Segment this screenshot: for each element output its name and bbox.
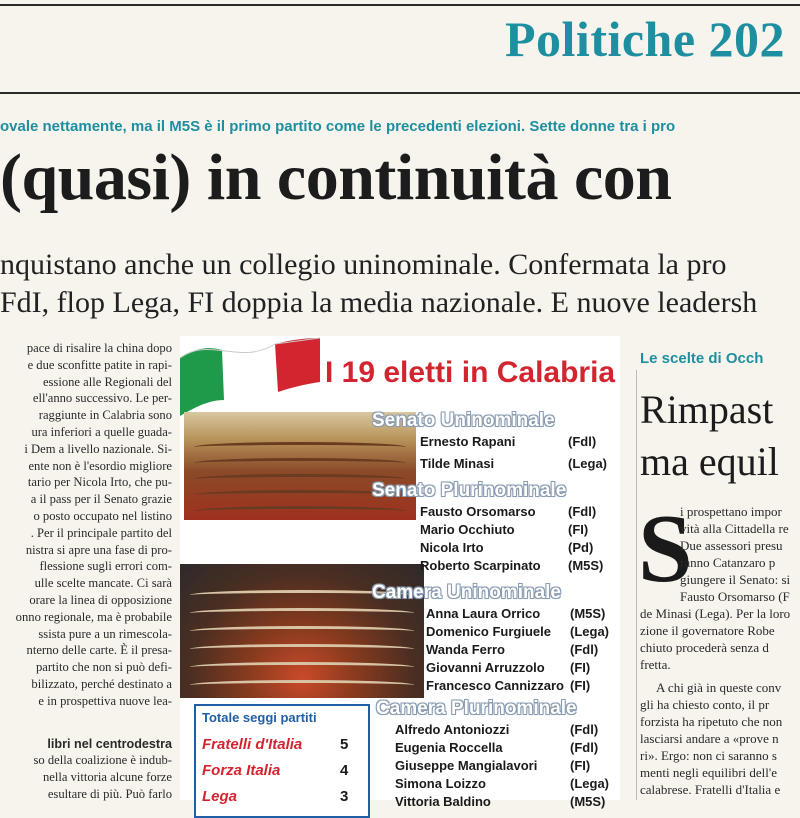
elected-party: (Lega) [568, 456, 607, 471]
left-subhead: libri nel centrodestra [47, 736, 172, 751]
body-line: raggiunte in Calabria sono [38, 408, 172, 423]
elected-party: (Fdl) [570, 642, 599, 657]
body-line: lasciarsi andare a «prove n [640, 731, 779, 746]
body-line: menti negli equilibri dell'e [640, 765, 778, 780]
body-line: ell'anno successivo. Le per- [32, 391, 172, 406]
body-line: i Dem a livello nazionale. Si- [24, 441, 172, 456]
totals-party: Lega [202, 788, 238, 805]
body-line: giungere il Senato: si [680, 572, 791, 587]
body-line: ssista pure a un rimescola- [38, 626, 172, 641]
body-line: tario per Nicola Irto, che pu- [27, 475, 172, 490]
body-line: ri». Ergo: non ci saranno s [640, 748, 777, 763]
elected-graphic [180, 336, 620, 809]
right-title-line-1: Rimpast [640, 387, 774, 432]
elected-name: Wanda Ferro [426, 642, 505, 657]
body-line: ulle scelte mancate. Ci sarà [34, 576, 172, 591]
body-line: e in prospettiva nuove lea- [38, 693, 172, 708]
right-kicker: Le scelte di Occh [640, 350, 764, 367]
paragraph-gap [0, 710, 172, 736]
category-senato-uninominale: Senato Uninominale [372, 410, 555, 431]
body-line: ura inferiori a quelle guada- [31, 424, 172, 439]
left-article-column [0, 340, 172, 803]
body-line: de Minasi (Lega). Per la loro [640, 606, 791, 621]
elected-name: Giovanni Arruzzolo [426, 660, 545, 675]
elected-name: Eugenia Roccella [395, 740, 503, 755]
elected-party: (Lega) [570, 624, 609, 639]
elected-party: (FI) [568, 522, 589, 537]
category-camera-uninominale: Camera Uninominale [372, 582, 561, 603]
elected-name: Simona Loizzo [395, 776, 486, 791]
body-line: ente non è l'esordio migliore [28, 458, 172, 473]
elected-name: Tilde Minasi [420, 456, 495, 471]
totals-party: Fratelli d'Italia [202, 736, 303, 753]
body-line: so della coalizione è indub- [33, 753, 172, 768]
elected-party: (Lega) [570, 776, 609, 791]
elected-name: Domenico Furgiuele [426, 624, 551, 639]
body-line: calabrese. Fratelli d'Italia e [640, 782, 781, 797]
headline: (quasi) in continuità con [0, 141, 672, 214]
elected-name: Nicola Irto [420, 540, 484, 555]
body-line: nterno delle carte. È il presa- [26, 643, 172, 658]
elected-party: (Fdl) [570, 722, 599, 737]
body-line: partito che non si può defi- [35, 660, 172, 675]
body-line: nella vittoria alcune forze [42, 770, 172, 785]
graphic-title: I 19 eletti in Calabria [325, 356, 616, 389]
section-title: Politiche 202 [505, 11, 786, 67]
column-divider [636, 370, 637, 800]
body-line: Due assessori presu [680, 538, 783, 553]
body-line: o posto occupato nel listino [33, 508, 172, 523]
body-line: A chi già in queste conv [656, 680, 782, 695]
body-line: esultare di più. Può farlo [47, 786, 172, 801]
elected-party: (Pd) [568, 540, 594, 555]
dropcap: S [638, 495, 693, 603]
elected-name: Giuseppe Mangialavori [395, 758, 538, 773]
elected-party: (M5S) [568, 558, 604, 573]
body-line: forzista ha ripetuto che non [640, 714, 783, 729]
elected-name: Vittoria Baldino [395, 794, 491, 809]
body-line: ranno Catanzaro p [680, 555, 776, 570]
right-title-line-2: ma equil [640, 439, 779, 484]
elected-party: (Fdl) [568, 504, 597, 519]
body-line: a il pass per il Senato grazie [30, 492, 172, 507]
body-line: gli ha chiesto conto, il pr [640, 697, 770, 712]
category-camera-plurinominale: Camera Plurinominale [376, 698, 577, 719]
elected-party: (M5S) [570, 794, 606, 809]
body-line: zione il governatore Robe [640, 623, 775, 638]
body-line: onno regionale, ma è probabile [15, 609, 172, 624]
elected-name: Francesco Cannizzaro [426, 678, 564, 693]
elected-party: (M5S) [570, 606, 606, 621]
body-line: orare la linea di opposizione [29, 592, 172, 607]
body-line: nistra si apre una fase di pro- [25, 542, 172, 557]
body-line: fretta. [640, 657, 671, 672]
body-line: . Per il principale partito del [30, 525, 172, 540]
party-seat-totals [194, 704, 370, 818]
elected-name: Roberto Scarpinato [420, 558, 541, 573]
category-senato-plurinominale: Senato Plurinominale [372, 480, 567, 501]
elected-name: Mario Occhiuto [420, 522, 515, 537]
totals-seats: 3 [340, 788, 349, 805]
subheadline-1: nquistano anche un collegio uninominale. Confermata la pro [0, 248, 727, 281]
body-line: vità alla Cittadella re [680, 521, 789, 536]
elected-party: (FI) [570, 758, 591, 773]
totals-seats: 4 [340, 762, 349, 779]
body-line: Fausto Orsomarso (F [680, 589, 790, 604]
totals-seats: 5 [340, 736, 349, 753]
body-line: chiuto procederà senza d [640, 640, 769, 655]
body-line: flessione sugli errori com- [39, 559, 172, 574]
totals-title: Totale seggi partiti [202, 710, 317, 725]
elected-name: Alfredo Antoniozzi [395, 722, 510, 737]
totals-party: Forza Italia [202, 762, 281, 779]
italian-flag-icon [180, 336, 320, 416]
elected-name: Ernesto Rapani [420, 434, 516, 449]
subheadline-2: FdI, flop Lega, FI doppia la media nazionale. E nuove leadersh [0, 286, 758, 319]
body-line: e due sconfitte patite in rapi- [27, 357, 172, 372]
body-line: bilizzato, perché destinato a [31, 676, 172, 691]
elected-name: Fausto Orsomarso [420, 504, 536, 519]
elected-party: (Fdl) [568, 434, 597, 449]
body-line: essione alle Regionali del [42, 374, 172, 389]
body-line: i prospettano impor [680, 504, 782, 519]
section-rule [0, 92, 800, 94]
body-line: pace di risalire la china dopo [26, 341, 172, 355]
top-rule [0, 4, 800, 6]
elected-name: Anna Laura Orrico [426, 606, 541, 621]
elected-party: (Fdl) [570, 740, 599, 755]
headline-kicker: ovale nettamente, ma il M5S è il primo partito come le precedenti elezioni. Sette donne tra i pro [0, 118, 676, 135]
elected-party: (FI) [570, 660, 591, 675]
elected-party: (FI) [570, 678, 591, 693]
